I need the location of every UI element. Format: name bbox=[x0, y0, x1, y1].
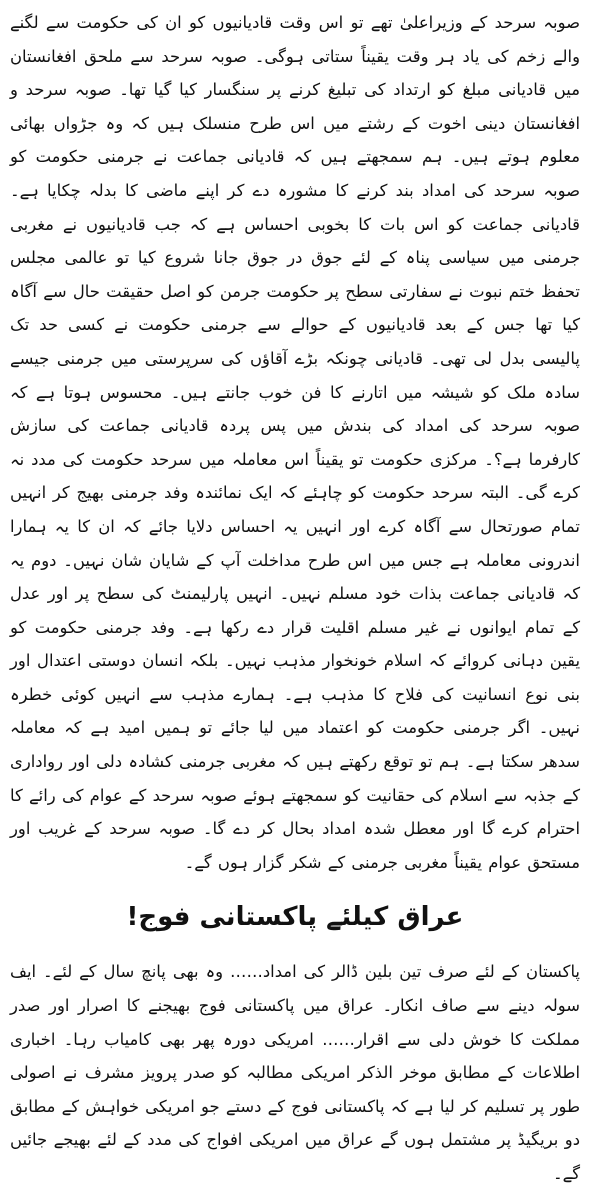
article-body-iraq: پاکستان کے لئے صرف تین بلین ڈالر کی امداد…… وہ بھی پانچ سال کے لئے۔ ایف سولہ دینے سے صاف انکار۔ عراق میں پاکستانی فوج بھیجنے کا اصرار اور صدر مملکت کا خوش دلی سے اقرار…… امریکی دورہ پھر بھی کامیاب رہا۔ اخباری اطلاعات کے مطابق موخر الذکر امریکی مطالبہ کو صدر پرویز مشرف نے اصولی طور پر تسلیم کر لیا ہے کہ پاکستانی فوج کے دستے جو امریکی خواہش کے مطابق دو بریگیڈ پر مشتمل ہوں گے عراق میں امریکی افواج کی مدد کے لئے بھیجے جائیں گے۔ bbox=[10, 962, 580, 1183]
article-title: عراق کیلئے پاکستانی فوج! bbox=[127, 897, 464, 938]
section-spacer bbox=[10, 879, 580, 887]
article-heading-iraq bbox=[10, 897, 580, 937]
article-body-provincial-aid: صوبہ سرحد کے وزیراعلیٰ تھے تو اس وقت قادیانیوں کو ان کی حکومت سے لگنے والے زخم کی یاد ہر وقت یقیناً ستاتی ہوگی۔ صوبہ سرحد سے ملحق افغانستان میں قادیانی مبلغ کو ارتداد کی تبلیغ کرنے پر سنگسار کیا گیا تھا۔ صوبہ سرحد و افغانستان دینی اخوت کے رشتے میں اس طرح منسلک ہیں کہ وہ جڑواں بھائی معلوم ہوتے ہیں۔ ہم سمجھتے ہیں کہ قادیانی جماعت نے جرمنی حکومت کو صوبہ سرحد کی امداد بند کرنے کا مشورہ دے کر اپنے ماضی کا بدلہ چکایا ہے۔ قادیانی جماعت کو اس بات کا بخوبی احساس ہے کہ جب قادیانیوں نے مغربی جرمنی میں سیاسی پناہ کے لئے جوق در جوق جانا شروع کیا تو عالمی مجلس تحفظ ختم نبوت نے سفارتی سطح پر حکومت جرمن کو اصل حقیقت حال سے آگاہ کیا تھا جس کے بعد قادیانیوں کے حوالے سے جرمنی حکومت نے کسی حد تک پالیسی بدل لی تھی۔ قادیانی چونکہ بڑے آقاؤں کی سرپرستی میں جرمنی جیسے سادہ ملک کو شیشہ میں اتارنے کا فن خوب جانتے ہیں۔ محسوس ہوتا ہے کہ صوبہ سرحد کی امداد کی بندش میں پس پردہ قادیانی جماعت کی سازش کارفرما ہے؟۔ مرکزی حکومت تو یقیناً اس معاملہ میں سرحد حکومت کی مدد نہ کرے گی۔ البتہ سرحد حکومت کو چاہئے کہ ایک نمائندہ وفد جرمنی بھیج کر انہیں تمام صورتحال سے آگاہ کرے اور انہیں یہ احساس دلایا جائے کہ ان کا یہ ہمارا اندرونی معاملہ ہے جس میں اس طرح مداخلت آپ کے شایان شان نہیں۔ دوم یہ کہ قادیانی جماعت بذات خود مسلم نہیں۔ انہیں پارلیمنٹ کی سطح پر اور عدل کے تمام ایوانوں نے غیر مسلم اقلیت قرار دے رکھا ہے۔ وفد جرمنی حکومت کو یقین دہانی کروائے کہ اسلام خونخوار مذہب نہیں۔ بلکہ انسان دوستی اعتدال اور بنی نوع انسانیت کی فلاح کا مذہب ہے۔ ہمارے مذہب سے انہیں کوئی خطرہ نہیں۔ اگر جرمنی حکومت کو اعتماد میں لیا جائے تو ہمیں امید ہے کہ معاملہ سدھر سکتا ہے۔ ہم تو توقع رکھتے ہیں کہ مغربی جرمنی کشادہ دلی اور رواداری کے جذبہ سے اسلام کی حقانیت کو سمجھتے ہوئے صوبہ سرحد کے عوام کی رائے کا احترام کرے گا اور معطل شدہ امداد بحال کر دے گا۔ صوبہ سرحد کے غریب اور مستحق عوام یقیناً مغربی جرمنی کے شکر گزار ہوں گے۔ bbox=[10, 13, 580, 872]
document-page bbox=[10, 6, 580, 1183]
